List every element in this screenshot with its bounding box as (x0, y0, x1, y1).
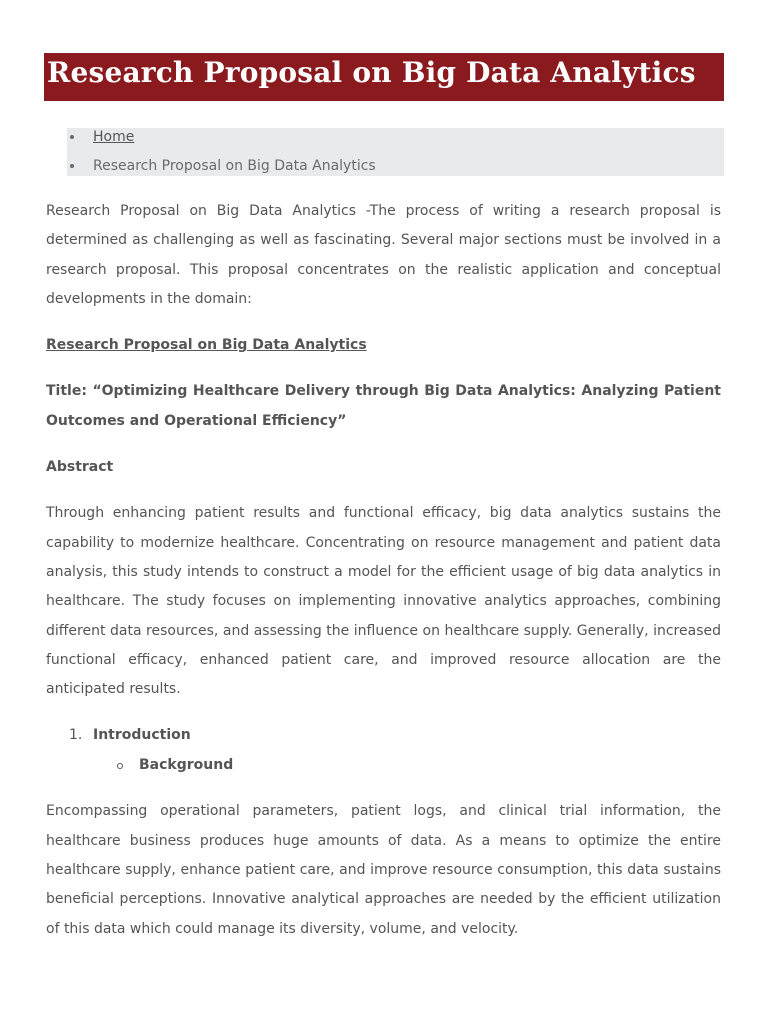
heading-link-text[interactable]: Research Proposal on Big Data Analytics (46, 337, 367, 354)
circle-bullet-icon (117, 763, 123, 769)
breadcrumb (67, 128, 724, 176)
list-item-introduction (46, 721, 721, 751)
list-number: 1. (69, 727, 83, 744)
article-body (46, 197, 721, 961)
section-heading-link (46, 331, 721, 360)
page-title: Research Proposal on Big Data Analytics (47, 56, 696, 89)
breadcrumb-home-link[interactable]: Home (93, 129, 135, 145)
sublist-item-background (46, 751, 721, 797)
sublist-item-label: Background (139, 757, 234, 774)
breadcrumb-item-home (67, 128, 724, 157)
abstract-paragraph: Through enhancing patient results and functional efficacy, big data analytics sustains the capability to modernize healthcare. Concentrating on resource management and patient data analysis, this study intends to construct a model for the efficient usage of big data analytics in healthcare. The study focuses on implementing innovative analytics approaches, combining different data resources, and assessing the influence on healthcare supply. Generally, increased functional efficacy, enhanced patient care, and improved resource allocation are the anticipated results. (46, 505, 721, 698)
proposal-title: Title: “Optimizing Healthcare Delivery through Big Data Analytics: Analyzing Patient Outcomes and Operational Efficiency” (46, 383, 721, 429)
list-item-label: Introduction (93, 727, 191, 744)
abstract-heading: Abstract (46, 459, 114, 476)
breadcrumb-list (67, 128, 724, 186)
breadcrumb-current-label: Research Proposal on Big Data Analytics (93, 158, 376, 174)
background-paragraph: Encompassing operational parameters, patient logs, and clinical trial information, the healthcare business produces huge amounts of data. As a means to optimize the entire healthcare supply, enhance patient care, and improve resource consumption, this data sustains beneficial perceptions. Innovative analytical approaches are needed by the efficient utilization of this data which could manage its diversity, volume, and velocity. (46, 803, 721, 937)
breadcrumb-item-current (67, 157, 724, 186)
title-banner (44, 53, 724, 101)
bullet-icon (70, 135, 74, 139)
bullet-icon (70, 164, 74, 168)
intro-paragraph: Research Proposal on Big Data Analytics -The process of writing a research proposal is determined as challenging as well as fascinating. Several major sections must be involved in a research proposal. This proposal concentrates on the realistic application and conceptual developments in the domain: (46, 203, 721, 307)
